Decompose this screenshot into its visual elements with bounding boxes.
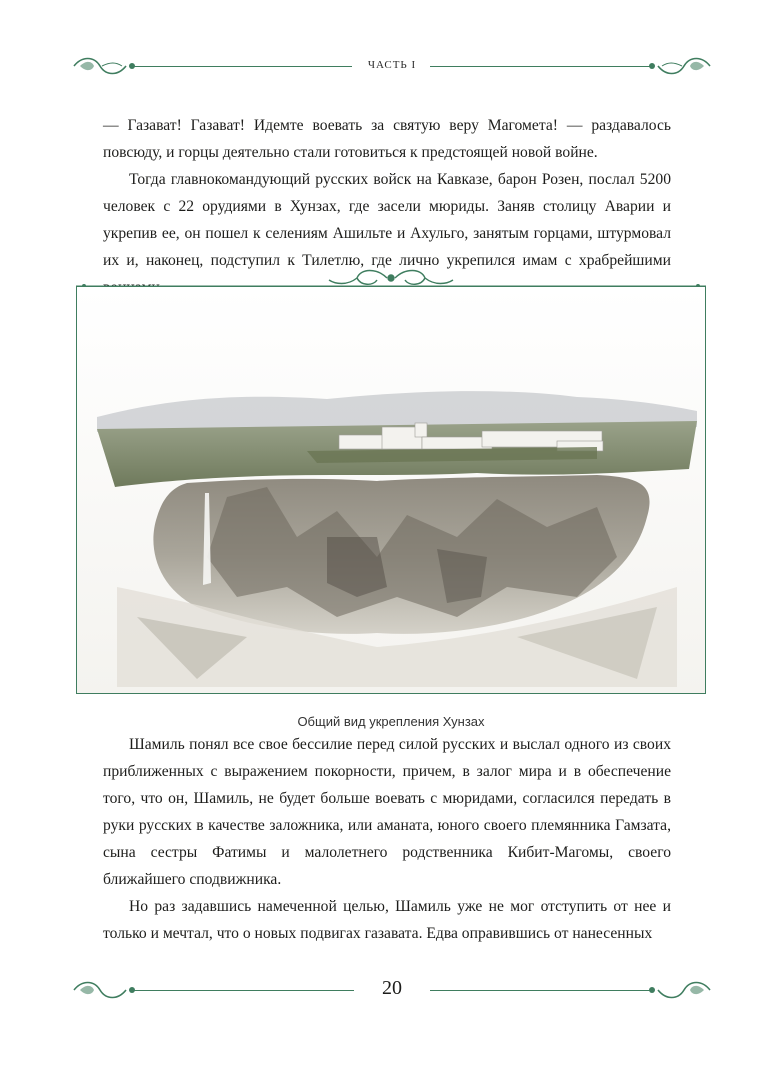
figure-caption: Общий вид укрепления Хунзах: [297, 714, 485, 729]
page-footer: [72, 972, 712, 1008]
body-text-bottom: [103, 731, 671, 947]
footer-rule-left: [132, 990, 354, 991]
section-title: ЧАСТЬ I: [352, 59, 432, 71]
paragraph-shamil-gazavat: Но раз задавшись намеченной целью, Шамиль уже не мог отступить от нее и только и мечтал, что о новых подвигах газавата. Едва оправившись от нанесенных: [103, 898, 671, 942]
footer-rule-right: [430, 990, 652, 991]
flourish-ornament-left: [72, 54, 138, 78]
landscape-image: [77, 287, 705, 693]
paragraph-gazavat: — Газават! Газават! Идемте воевать за святую веру Магомета! — раздавалось повсюду, и горцы деятельно стали готовиться к предстоящей новой войне.: [103, 117, 671, 161]
page-number: 20: [382, 977, 402, 999]
flourish-ornament-footer-left: [72, 978, 138, 1002]
header-rule-right: [430, 66, 652, 67]
paragraph-shamil-submission: Шамиль понял все свое бессилие перед силой русских и выслал одного из своих приближенных с выражением покорности, причем, в залог мира и в обеспечение того, что он, Шамиль, не будет больше воевать с мюридами, согласился передать в руки русских в качестве заложника, или аманата, юного своего племянника Гамзата, сына сестры Фатимы и малолетнего родственника Кибит-Магомы, своего ближайшего сподвижника.: [103, 736, 671, 888]
hunzakh-illustration: [76, 286, 706, 694]
flourish-ornament-right: [646, 54, 712, 78]
running-header: [72, 52, 712, 80]
paragraph-rozen: Тогда главнокомандующий русских войск на Кавказе, барон Розен, послал 5200 человек с 22 орудиями в Хунзах, где засели мюриды. Заняв столицу Аварии и укрепив ее, он пошел к селениям Ашильте и Ахульго, занятым горцами, штурмовал их и, наконец, подступил к Тилетлю, где лично укрепился имам с храбрейшими: [103, 171, 671, 269]
flourish-ornament-footer-right: [646, 978, 712, 1002]
